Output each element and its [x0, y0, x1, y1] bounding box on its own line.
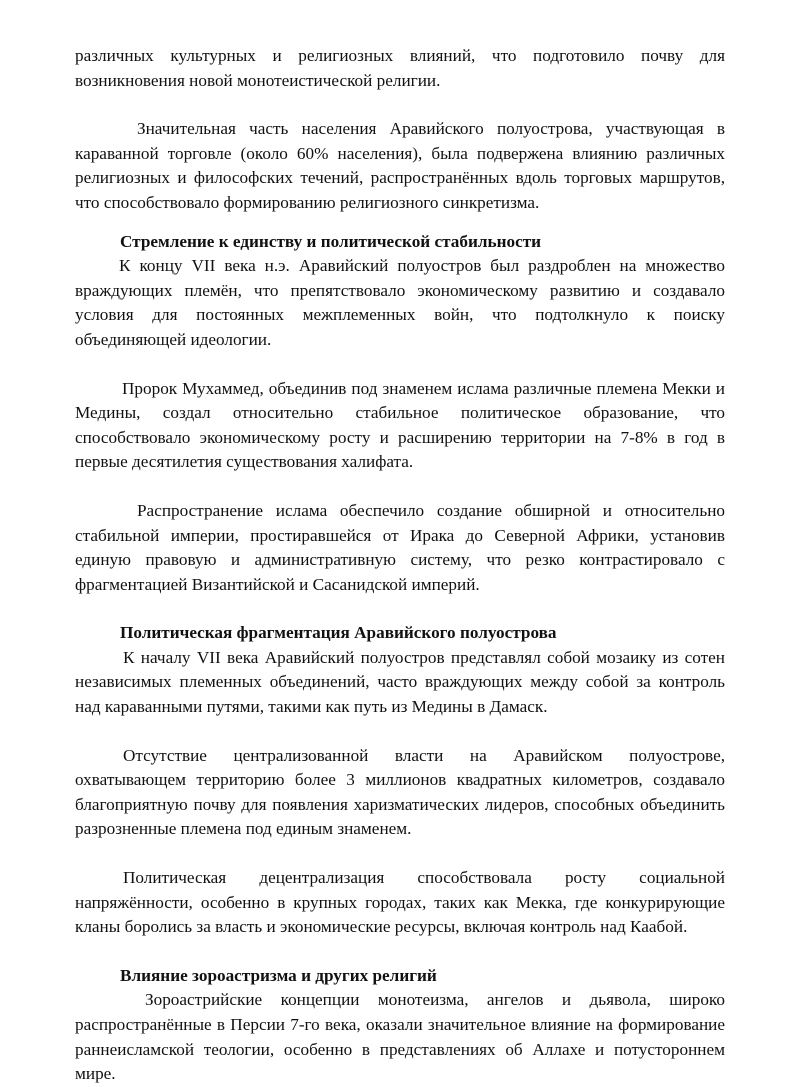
paragraph-decentralization: Политическая децентрализация способствовала росту социальной напряжённости, особенно в крупных городах, таких как Мекка, где конкурирующие кланы боролись за власть и экономические ресурсы, включая контроль над Каабой. [75, 868, 725, 937]
paragraph-islam-empire: Распространение ислама обеспечило создание обширной и относительно стабильной империи, простиравшейся от Ирака до Северной Африки, установив единую правовую и административную систему, что резко контрастировало с фрагментацией Византийской и Сасанидской империй. [75, 500, 725, 594]
heading-political-fragmentation: Политическая фрагментация Аравийского полуострова [120, 623, 557, 643]
heading-zoroastrianism: Влияние зороастризма и других религий [120, 965, 437, 985]
document-page [75, 44, 725, 1087]
paragraph-cultural-influences: различных культурных и религиозных влияний, что подготовило почву для возникновения новой монотеистической религии. [75, 46, 725, 90]
paragraph-tribal-mosaic: К началу VII века Аравийский полуостров представлял собой мозаику из сотен независимых племенных объединений, часто враждующих между собой за контроль над караванными путями, такими как путь из Медины в Дамаск. [75, 647, 725, 717]
paragraph-prophet-muhammad: Пророк Мухаммед, объединив под знаменем ислама различные племена Мекки и Медины, создал относительно стабильное политическое образование, что способствовало экономическому росту и расширению территории на 7-8% в год в первые десятилетия существования халифата. [75, 378, 725, 472]
paragraph-fragmented-tribes: К концу VII века н.э. Аравийский полуостров был раздроблен на множество враждующих племён, что препятствовало экономическому развитию и создавало условия для постоянных межплеменных войн, что подтолкнуло к поиску объединяющей идеологии. [75, 256, 725, 349]
paragraph-no-central-power: Отсутствие централизованной власти на Аравийском полуострове, охватывающем территорию более 3 миллионов квадратных километров, создавало благоприятную почву для появления харизматических лидеров, способных объединить разрозненные племена под единым знаменем. [75, 745, 725, 839]
paragraph-zoroastrian-concepts: Зороастрийские концепции монотеизма, ангелов и дьявола, широко распространённые в Персии 7-го века, оказали значительное влияние на формирование раннеисламской теологии, особенно в представлениях об Аллахе и потустороннем мире. [75, 990, 725, 1084]
paragraph-caravan-trade: Значительная часть населения Аравийского полуострова, участвующая в караванной торговле (около 60% населения), была подвержена влиянию различных религиозных и философских течений, распространённых вдоль торговых маршрутов, что способствовало формированию религиозного синкретизма. [75, 119, 725, 212]
heading-unity-stability: Стремление к единству и политической стабильности [120, 231, 542, 251]
